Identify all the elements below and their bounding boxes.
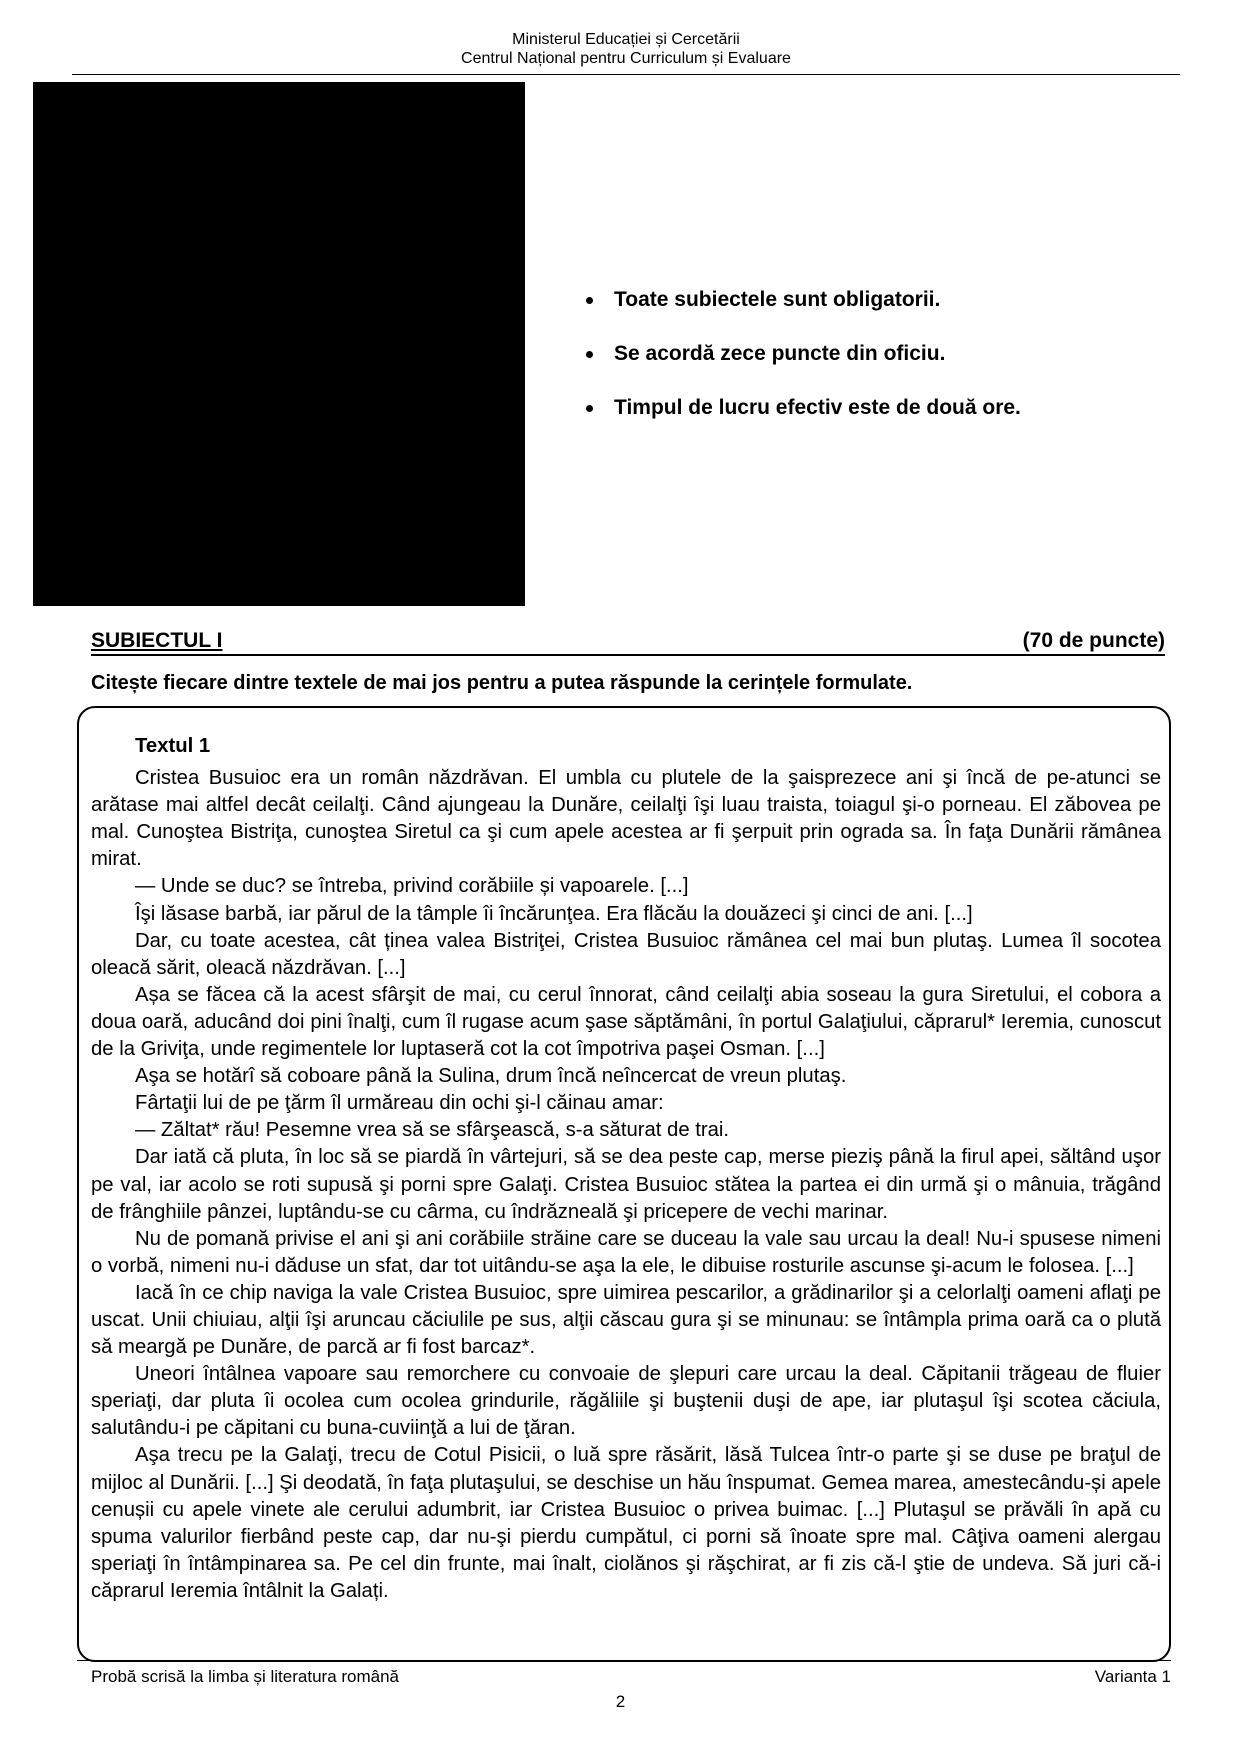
intro-instruction: Citește fiecare dintre textele de mai jos pentru a putea răspunde la cerințele formulate. xyxy=(91,672,913,694)
text-paragraph: Fârtaţii lui de pe ţărm îl urmăreau din ochi şi-l căinau amar: xyxy=(135,1092,664,1115)
subject-points: (70 de puncte) xyxy=(1022,629,1165,652)
text-paragraph: — Zăltat* rău! Pesemne vrea să se sfârşească, s-a săturat de trai. xyxy=(135,1119,730,1142)
text-paragraph: Îşi lăsase barbă, iar părul de la tâmple îi încărunţea. Era flăcău la douăzeci şi cinci de ani. [...] xyxy=(135,902,973,925)
header-divider xyxy=(72,74,1180,75)
header-ministry: Ministerul Educației și Cercetării xyxy=(512,31,740,48)
text-paragraph: Aşa se hotărî să coboare până la Sulina, drum încă neîncercat de vreun plutaş. xyxy=(135,1065,847,1088)
text-paragraph: Dar, cu toate acestea, cât ținea valea Bistriţei, Cristea Busuioc rămânea cel mai bun plutaş. Lumea îl socotea oleacă sărit, oleacă năzdrăvan. [...] xyxy=(91,929,1161,979)
instruction-text: Timpul de lucru efectiv este de două ore. xyxy=(614,396,1021,419)
subject-title: SUBIECTUL I xyxy=(91,629,223,652)
page-number: 2 xyxy=(615,1692,626,1711)
text-paragraph: Dar iată că pluta, în loc să se piardă în vârtejuri, să se dea peste cap, merse pieziş până la firul apei, săltând uşor pe val, iar acolo se roti supusă şi porni spre Galaţi. Cristea Busuioc stătea la partea ei din urmă şi o mânuia, trăgând de frânghiile pânzei, luptându-se cu cârma, cu îndrăzneală şi pricepere de vechi marinar. xyxy=(91,1146,1161,1223)
text-paragraph: Cristea Busuioc era un român năzdrăvan. El umbla cu plutele de la şaisprezece ani şi încă de pe-atunci se arătase mai altfel decât ceilalţi. Când ajungeau la Dunăre, ceilalţi îşi luau traista, toiagul şi-o porneau. El zăbovea pe mal. Cunoştea Bistriţa, cunoştea Siretul ca şi cum apele acestea ar fi şerpuit prin ograda sa. În faţa Dunării rămânea mirat. xyxy=(91,767,1161,871)
footer-exam-name: Probă scrisă la limba și literatura română xyxy=(91,1667,400,1686)
instruction-item xyxy=(586,340,1146,394)
page-header xyxy=(72,30,1180,68)
text-paragraph: Uneori întâlnea vapoare sau remorchere cu convoaie de şlepuri care urcau la deal. Căpitanii trăgeau de fluier speriaţi, dar pluta îi ocolea cum ocolea grindurile, răgăliile şi buştenii duşi de ape, iar plutaşul îşi scotea căciula, salutându-i pe căpitani cu buna-cuviinţă a lui de ţăran. xyxy=(91,1363,1161,1440)
instruction-text: Toate subiectele sunt obligatorii. xyxy=(614,288,941,311)
text-paragraph: Aşa trecu pe la Galaţi, trecu de Cotul Pisicii, o luă spre răsărit, lăsă Tulcea într-o parte şi se duse pe braţul de mijloc al Dunării. [...] Şi deodată, în faţa plutaşului, se deschise un hău înspumat. Gemea marea, amestecându-și apele cenușii cu apele vinete ale cerului adumbrit, iar Cristea Busuioc o privea buimac. [...] Plutaşul se prăvăli în apă cu spuma valurilor fierbând peste cap, dar nu-şi pierdu cumpătul, ci porni să înoate spre mal. Câţiva oameni alergau speriaţi în întâmpinarea sa. Pe cel din frunte, mai înalt, ciolănos şi răşchirat, ar fi zis că-l ştie de undeva. Să juri că-i căprarul Ieremia întâlnit la Galați. xyxy=(91,1444,1161,1602)
text-paragraph: — Unde se duc? se întreba, privind corăbiile și vapoarele. [...] xyxy=(135,875,689,898)
instruction-item xyxy=(586,286,1146,340)
text-1 xyxy=(91,733,1161,1605)
instructions-list xyxy=(586,286,1146,448)
subject-heading xyxy=(91,628,1165,656)
text-paragraph: Nu de pomană privise el ani şi ani corăbiile străine care se duceau la vale sau urcau la deal! Nu-i spusese nimeni o vorbă, nimeni nu-i dăduse un sfat, dar tot uitându-se aşa la ele, le dibuise rosturile ascunse şi-acum le folosea. [...] xyxy=(91,1227,1161,1277)
text-title: Textul 1 xyxy=(135,735,211,757)
footer-divider xyxy=(77,1660,1171,1661)
redacted-block xyxy=(33,82,525,606)
bullet-icon xyxy=(586,351,593,358)
instruction-item xyxy=(586,394,1146,448)
text-paragraph: Așa se făcea că la acest sfârşit de mai, cu cerul înnorat, când ceilalţi abia soseau la gura Siretului, el cobora a doua oară, aducând doi pini înalţi, cum îl rugase acum şase săptămâni, în portul Galaţiului, căprarul* Ieremia, cunoscut de la Griviţa, unde regimentele lor luptaseră cot la cot împotriva paşei Osman. [...] xyxy=(91,983,1161,1061)
bullet-icon xyxy=(586,405,593,412)
bullet-icon xyxy=(586,297,593,304)
footer-variant: Varianta 1 xyxy=(1094,1667,1171,1686)
text-paragraph: Iacă în ce chip naviga la vale Cristea Busuioc, spre uimirea pescarilor, a grădinarilor şi a celorlalţi oameni aflaţi pe uscat. Unii chiuiau, alţii îşi aruncau căciulile pe sus, alţii căscau gura şi se minunau: se întâmpla prima oară ca o plută să meargă pe Dunăre, de parcă ar fi fost barcaz*. xyxy=(91,1281,1161,1359)
instruction-text: Se acordă zece puncte din oficiu. xyxy=(614,342,946,365)
header-center: Centrul Național pentru Curriculum și Evaluare xyxy=(461,50,791,67)
